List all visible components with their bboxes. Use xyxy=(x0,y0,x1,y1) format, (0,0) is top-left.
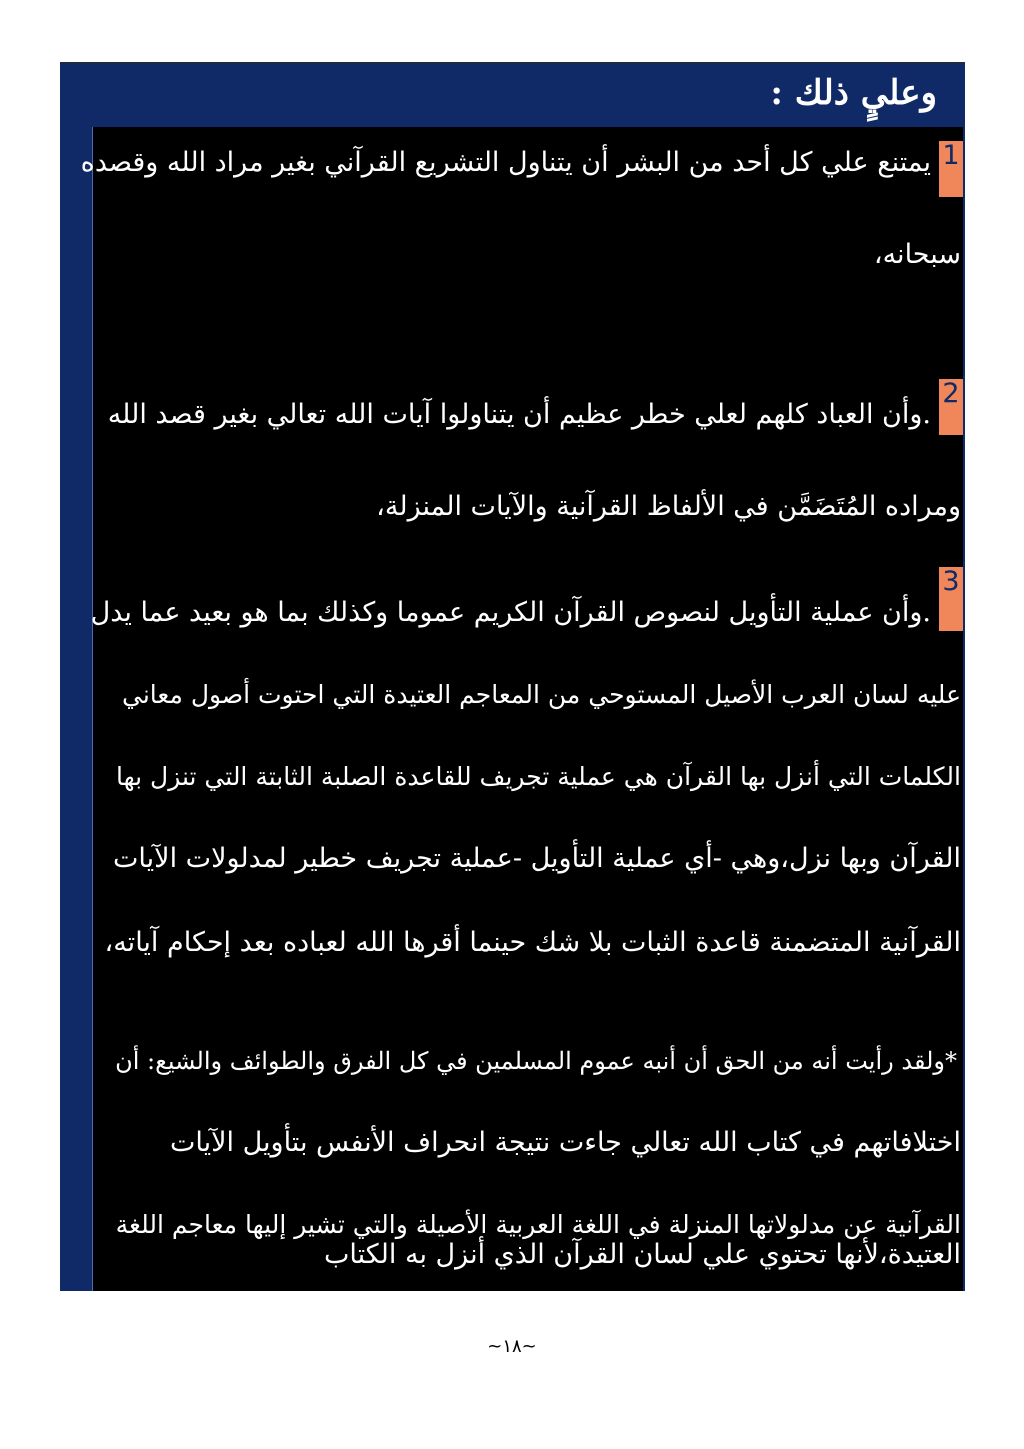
point-marker-2: 2 xyxy=(939,379,963,435)
point-marker-3: 3 xyxy=(939,567,963,631)
point-2-line-2: ومراده المُتَضَمَّن في الألفاظ القرآنية والآيات المنزلة، xyxy=(376,491,961,522)
point-2-line-1: .وأن العباد كلهم لعلي خطر عظيم أن يتناولوا آيات الله تعالي بغير قصد الله xyxy=(107,399,931,430)
header-bar xyxy=(60,63,965,127)
page-number: ~١٨~ xyxy=(487,1336,537,1357)
section-heading: وعليٍ ذلك : xyxy=(770,73,937,113)
closing-line-4-visible: العتيدة،لأنها تحتوي علي لسان القرآن الذي أنزل به الكتاب xyxy=(323,1239,961,1270)
closing-line-1: *ولقد رأيت أنه من الحق أن أنبه عموم المسلمين في كل الفرق والطوائف والشيع: أن xyxy=(115,1047,957,1075)
point-3-line-2: عليه لسان العرب الأصيل المستوحي من المعاجم العتيدة التي احتوت أصول معاني xyxy=(122,680,961,709)
point-3-line-4: القرآن وبها نزل،وهي -أي عملية التأويل -عملية تجريف خطير لمدلولات الآيات xyxy=(113,843,961,874)
closing-line-2: اختلافاتهم في كتاب الله تعالي جاءت نتيجة انحراف الأنفس بتأويل الآيات xyxy=(169,1127,961,1158)
point-1-line-2: سبحانه، xyxy=(873,239,961,270)
point-3-line-5: القرآنية المتضمنة قاعدة الثبات بلا شك حينما أقرها الله لعباده بعد إحكام آياته، xyxy=(104,927,961,958)
closing-line-3: القرآنية عن مدلولاتها المنزلة في اللغة العربية الأصيلة والتي تشير إليها معاجم اللغة xyxy=(115,1210,961,1239)
point-3-line-1: .وأن عملية التأويل لنصوص القرآن الكريم عموما وكذلك بما هو بعيد عما يدل xyxy=(90,597,931,628)
page-frame xyxy=(60,62,965,1291)
point-3-line-3: الكلمات التي أنزل بها القرآن هي عملية تجريف للقاعدة الصلبة الثابتة التي تنزل بها xyxy=(115,762,961,791)
point-marker-1: 1 xyxy=(939,141,963,197)
point-1-line-1: يمتنع علي كل أحد من البشر أن يتناول التشريع القرآني بغير مراد الله وقصده xyxy=(80,147,931,178)
content-panel xyxy=(80,127,963,1291)
